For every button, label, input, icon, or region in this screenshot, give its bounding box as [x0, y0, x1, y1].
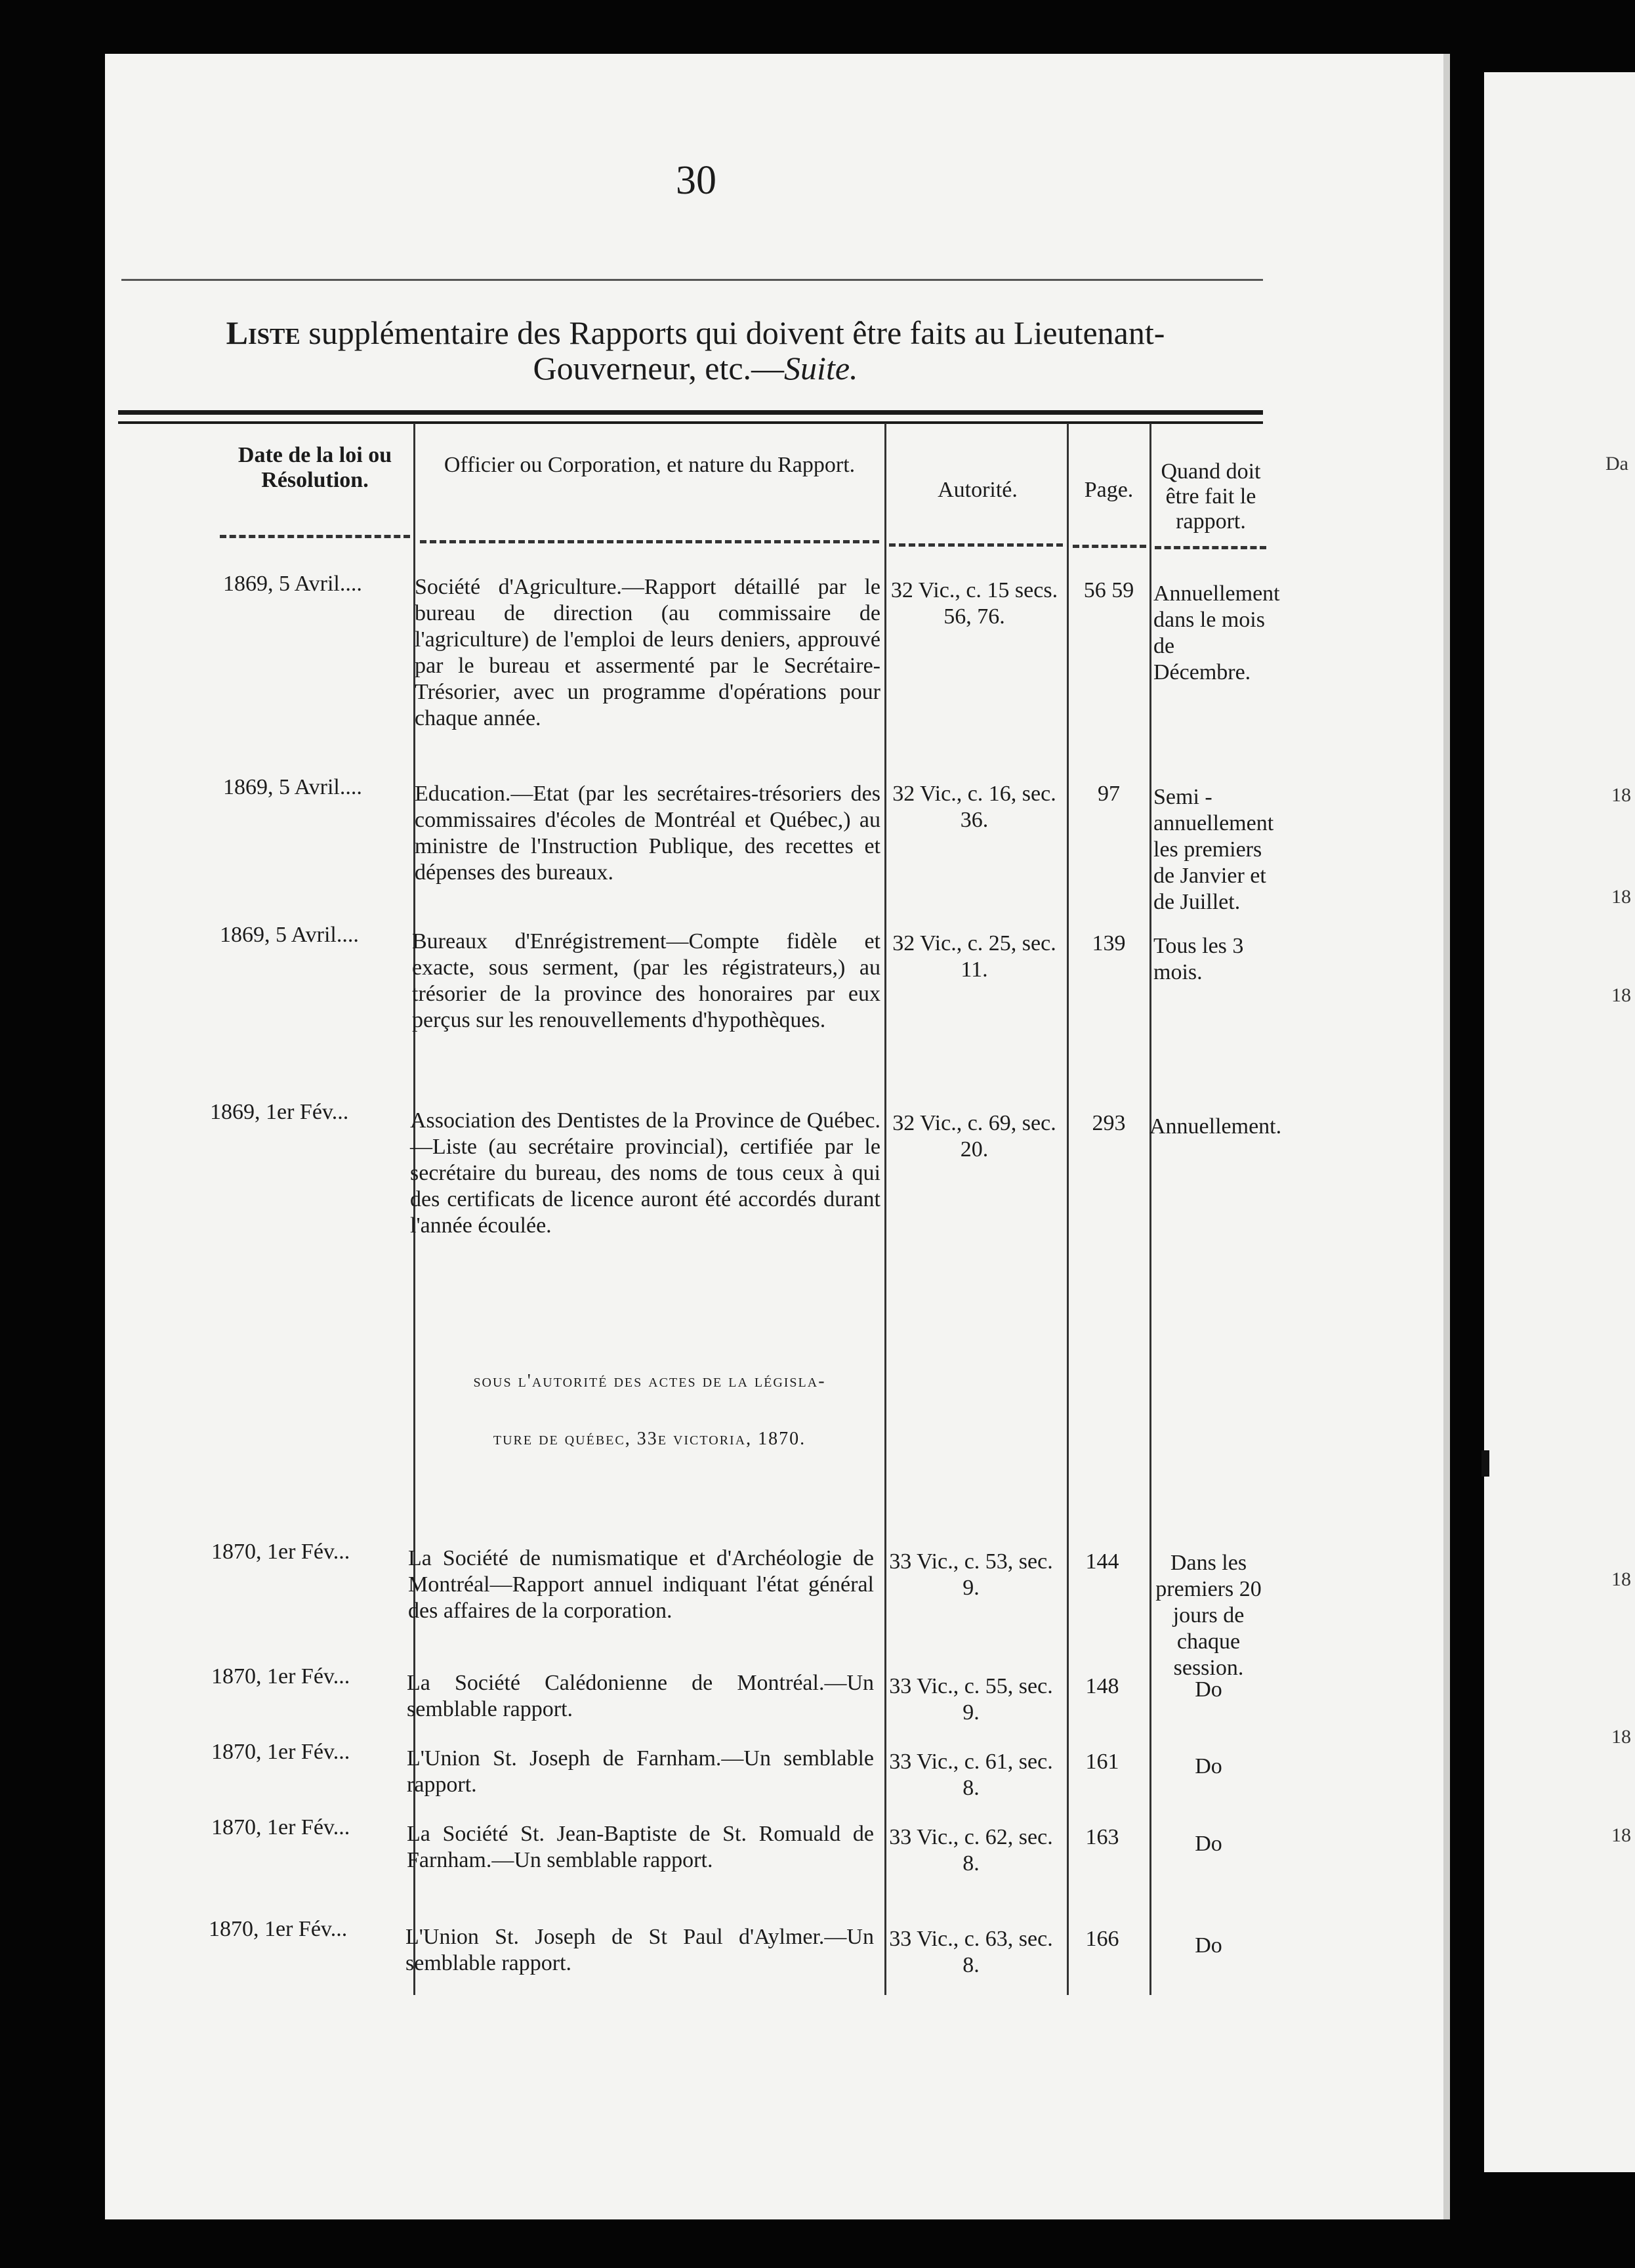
row-page: 56 59	[1083, 578, 1134, 602]
page-title	[125, 315, 1266, 386]
title-line2: Gouverneur, etc.—	[533, 350, 785, 387]
row-date: 1869, 5 Avril....	[220, 923, 359, 947]
row-authority: 32 Vic., c. 69, sec. 20.	[892, 1111, 1056, 1162]
row-page: 166	[1085, 1927, 1119, 1951]
header-date: Date de la loi ou Résolution.	[238, 443, 392, 492]
row-officer: La Société de numismatique et d'Archéologie de Montréal—Rapport annuel indiquant l'état général des affaires de la corporation.	[408, 1546, 874, 1623]
scan-mark	[1481, 1450, 1489, 1477]
row-officer: Bureaux d'Enrégistrement—Compte fidèle et exacte, sous serment, (par les régistrateurs,) au trésorier de la province des honoraires par eux perçus sur les renouvellements d'hypothèques.	[412, 929, 880, 1032]
row-authority: 33 Vic., c. 53, sec. 9.	[889, 1549, 1053, 1600]
row-when: Annuellement.	[1149, 1114, 1282, 1139]
facing-page-fragment: 18	[1611, 1824, 1631, 1846]
row-date: 1870, 1er Fév...	[211, 1815, 350, 1839]
row-officer: La Société St. Jean-Baptiste de St. Romuald de Farnham.—Un semblable rapport.	[407, 1822, 874, 1872]
row-page: 139	[1092, 931, 1126, 956]
row-authority: 33 Vic., c. 63, sec. 8.	[889, 1927, 1053, 1977]
row-officer: L'Union St. Joseph de Farnham.—Un semblable rapport.	[407, 1746, 874, 1797]
row-date: 1870, 1er Fév...	[211, 1664, 350, 1689]
row-page: 161	[1085, 1750, 1119, 1774]
header-underline	[1073, 545, 1146, 548]
row-date: 1869, 1er Fév...	[210, 1100, 349, 1124]
top-rule	[121, 279, 1263, 281]
row-officer: La Société Calédonienne de Montréal.—Un semblable rapport.	[407, 1671, 874, 1721]
section-heading-line1: sous l'autorité des actes de la législa-	[473, 1371, 826, 1391]
section-heading-line2: ture de québec, 33e victoria, 1870.	[493, 1429, 806, 1449]
row-when: Do	[1195, 1677, 1222, 1702]
row-page: 97	[1098, 782, 1120, 806]
page-number: 30	[676, 158, 716, 203]
title-lead: Liste	[226, 314, 300, 351]
row-officer: Association des Dentistes de la Province de Québec.—Liste (au secrétaire provincial), certifiée par le secrétaire du bureau, des noms de tous ceux à qui des certificats de licence auront été accordés durant l'année écoulée.	[410, 1108, 880, 1238]
row-when: Tous les 3 mois.	[1153, 934, 1244, 984]
row-when: Do	[1195, 1933, 1222, 1958]
header-officer: Officier ou Corporation, et nature du Rapport.	[444, 453, 856, 477]
row-authority: 32 Vic., c. 15 secs. 56, 76.	[890, 578, 1058, 629]
header-underline	[220, 535, 410, 538]
header-underline	[420, 540, 879, 543]
row-authority: 33 Vic., c. 61, sec. 8.	[889, 1750, 1053, 1800]
row-when: Annuellement dans le mois de Décembre.	[1153, 581, 1280, 684]
row-page: 144	[1085, 1549, 1119, 1574]
header-when: Quand doit être fait le rapport.	[1161, 459, 1261, 534]
header-page: Page.	[1084, 478, 1134, 502]
column-divider	[1067, 423, 1069, 1995]
row-when: Semi - annuellement les premiers de Janvier et de Juillet.	[1153, 785, 1274, 914]
row-date: 1869, 5 Avril....	[223, 775, 362, 799]
row-authority: 33 Vic., c. 62, sec. 8.	[889, 1825, 1053, 1876]
row-page: 293	[1092, 1111, 1126, 1135]
facing-page-fragment: 18	[1611, 984, 1631, 1006]
row-when: Dans les premiers 20 jours de chaque session.	[1155, 1551, 1262, 1680]
facing-page-fragment: 18	[1611, 784, 1631, 806]
header-underline	[889, 543, 1063, 547]
row-date: 1870, 1er Fév...	[211, 1540, 350, 1564]
row-authority: 32 Vic., c. 16, sec. 36.	[892, 782, 1056, 832]
title-text: supplémentaire des Rapports qui doivent être faits au Lieutenant-	[300, 314, 1165, 351]
row-date: 1869, 5 Avril....	[223, 572, 362, 596]
row-officer: L'Union St. Joseph de St Paul d'Aylmer.—Un semblable rapport.	[405, 1925, 874, 1975]
row-officer: Société d'Agriculture.—Rapport détaillé par le bureau de direction (au commissaire de l'agriculture) de l'emploi de leurs deniers, approuvé par le bureau et assermenté par le Secrétaire-Trésorier, avec un programme d'opérations pour chaque année.	[415, 575, 880, 730]
row-page: 163	[1085, 1825, 1119, 1849]
row-when: Do	[1195, 1754, 1222, 1778]
facing-page-fragment: 18	[1611, 1568, 1631, 1590]
row-date: 1870, 1er Fév...	[209, 1917, 348, 1941]
row-authority: 33 Vic., c. 55, sec. 9.	[889, 1674, 1053, 1725]
title-suite: Suite.	[784, 350, 858, 387]
header-underline	[1155, 546, 1266, 549]
header-authority: Autorité.	[938, 478, 1018, 502]
facing-page-fragment: 18	[1611, 886, 1631, 908]
facing-page-header-fragment: Da	[1605, 453, 1628, 474]
facing-page-fragment: 18	[1611, 1726, 1631, 1748]
row-officer: Education.—Etat (par les secrétaires-trésoriers des commissaires d'écoles de Montréal et Québec,) au ministre de l'Instruction Publique, des recettes et dépenses des bureaux.	[415, 782, 880, 885]
facing-page-edge	[1484, 72, 1635, 2172]
table-top-rule-2	[118, 421, 1263, 424]
row-page: 148	[1085, 1674, 1119, 1698]
section-heading	[413, 1368, 886, 1452]
table-top-rule	[118, 410, 1263, 415]
row-authority: 32 Vic., c. 25, sec. 11.	[892, 931, 1056, 982]
row-date: 1870, 1er Fév...	[211, 1740, 350, 1764]
row-when: Do	[1195, 1832, 1222, 1856]
